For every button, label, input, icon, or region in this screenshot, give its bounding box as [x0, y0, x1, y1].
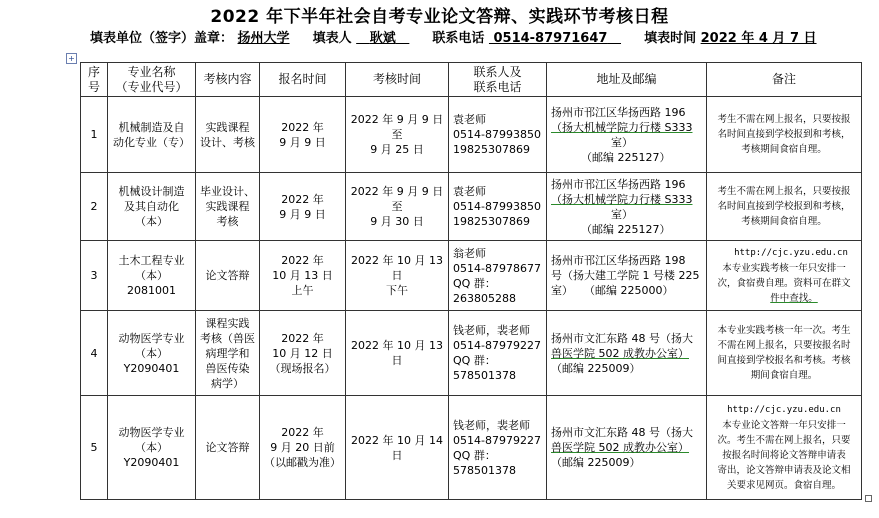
major-cell: 动物医学专业 （本） Y2090401	[108, 396, 196, 500]
signup-cell: 2022 年 10 月 12 日 （现场报名）	[260, 311, 346, 396]
note-cell: 本专业实践考核一年一次。考生 不需在网上报名，只要按报名时 间直接到学校报名和考核。考核 期间食宿自理。	[707, 311, 862, 396]
form-info-line	[90, 27, 817, 46]
table-row	[81, 97, 862, 173]
phone-label: 联系电话	[432, 31, 485, 46]
note-url[interactable]: http://cjc.yzu.edu.cn	[734, 248, 848, 258]
address-cell: 扬州市邗江区华扬西路 198 号（扬大建工学院 1 号楼 225 室） （邮编 225000）	[547, 241, 707, 311]
content-cell: 论文答辩	[196, 241, 260, 311]
phone-value: 0514-87971647	[493, 31, 608, 46]
page-title: 2022 年下半年社会自考专业论文答辩、实践环节考核日程	[210, 7, 669, 27]
time-label: 填表时间	[644, 31, 697, 46]
filler-label: 填表人	[312, 31, 352, 46]
note-cell: 考生不需在网上报名，只要按报 名时间直接到学校报到和考核， 考核期间食宿自理。	[707, 173, 862, 241]
major-cell: 土木工程专业 （本） 2081001	[108, 241, 196, 311]
unit-label: 填表单位（签字）盖章：	[90, 31, 234, 46]
content-cell: 课程实践 考核（兽医 病理学和 兽医传染 病学）	[196, 311, 260, 396]
table-move-handle-icon[interactable]: +	[66, 53, 77, 64]
contact-cell: 袁老师 0514-87993850 19825307869	[449, 173, 547, 241]
exam-cell: 2022 年 9 月 9 日至 9 月 30 日	[346, 173, 449, 241]
end-of-cell-mark	[865, 495, 872, 502]
address-cell: 扬州市邗江区华扬西路 196 （扬大机械学院力行楼 S333 室） （邮编 225127）	[547, 173, 707, 241]
signup-cell: 2022 年 10 月 13 日 上午	[260, 241, 346, 311]
exam-cell: 2022 年 10 月 14 日	[346, 396, 449, 500]
note-cell: http://cjc.yzu.edu.cn 本专业实践考核一年只安排一 次，食宿费自理。资料可在群文 件中查找。	[707, 241, 862, 311]
header-note: 备注	[707, 63, 862, 97]
major-cell: 动物医学专业 （本） Y2090401	[108, 311, 196, 396]
content-cell: 毕业设计、 实践课程 考核	[196, 173, 260, 241]
contact-cell: 翁老师 0514-87978677 QQ 群：263805288	[449, 241, 547, 311]
table-row	[81, 241, 862, 311]
address-cell: 扬州市文汇东路 48 号（扬大 兽医学院 502 成教办公室） （邮编 225009）	[547, 311, 707, 396]
address-cell: 扬州市文汇东路 48 号（扬大 兽医学院 502 成教办公室） （邮编 225009）	[547, 396, 707, 500]
time-value: 2022 年 4 月 7 日	[700, 31, 817, 46]
seq-cell: 5	[81, 396, 108, 500]
header-row	[81, 63, 862, 97]
signup-cell: 2022 年 9 月 9 日	[260, 97, 346, 173]
exam-cell: 2022 年 9 月 9 日至 9 月 25 日	[346, 97, 449, 173]
header-signup: 报名时间	[260, 63, 346, 97]
seq-cell: 3	[81, 241, 108, 311]
table-row	[81, 173, 862, 241]
table-row	[81, 311, 862, 396]
seq-cell: 2	[81, 173, 108, 241]
address-cell: 扬州市邗江区华扬西路 196 （扬大机械学院力行楼 S333 室） （邮编 225127）	[547, 97, 707, 173]
seq-cell: 1	[81, 97, 108, 173]
contact-cell: 袁老师 0514-87993850 19825307869	[449, 97, 547, 173]
content-cell: 论文答辩	[196, 396, 260, 500]
seq-cell: 4	[81, 311, 108, 396]
schedule-table	[80, 62, 862, 500]
note-url[interactable]: http://cjc.yzu.edu.cn	[727, 405, 841, 415]
content-cell: 实践课程 设计、考核	[196, 97, 260, 173]
header-contact: 联系人及 联系电话	[449, 63, 547, 97]
header-major: 专业名称 （专业代号）	[108, 63, 196, 97]
signup-cell: 2022 年 9 月 20 日前 （以邮戳为准）	[260, 396, 346, 500]
major-cell: 机械制造及自 动化专业（专）	[108, 97, 196, 173]
header-address: 地址及邮编	[547, 63, 707, 97]
exam-cell: 2022 年 10 月 13 日 下午	[346, 241, 449, 311]
exam-cell: 2022 年 10 月 13 日	[346, 311, 449, 396]
header-seq: 序 号	[81, 63, 108, 97]
filler-value: 耿斌	[369, 31, 396, 46]
major-cell: 机械设计制造 及其自动化 （本）	[108, 173, 196, 241]
table-row	[81, 396, 862, 500]
unit-value: 扬州大学	[237, 31, 290, 46]
note-cell: http://cjc.yzu.edu.cn 本专业论文答辩一年只安排一 次。考生不需在网上报名，只要 按报名时间将论文答辩申请表 寄出，论文答辩申请表及论文相 关要求见网页。食宿自理。	[707, 396, 862, 500]
signup-cell: 2022 年 9 月 9 日	[260, 173, 346, 241]
contact-cell: 钱老师，裴老师 0514-87979227 QQ 群：578501378	[449, 311, 547, 396]
header-exam: 考核时间	[346, 63, 449, 97]
header-content: 考核内容	[196, 63, 260, 97]
contact-cell: 钱老师，裴老师 0514-87979227 QQ 群：578501378	[449, 396, 547, 500]
note-cell: 考生不需在网上报名，只要按报 名时间直接到学校报到和考核， 考核期间食宿自理。	[707, 97, 862, 173]
